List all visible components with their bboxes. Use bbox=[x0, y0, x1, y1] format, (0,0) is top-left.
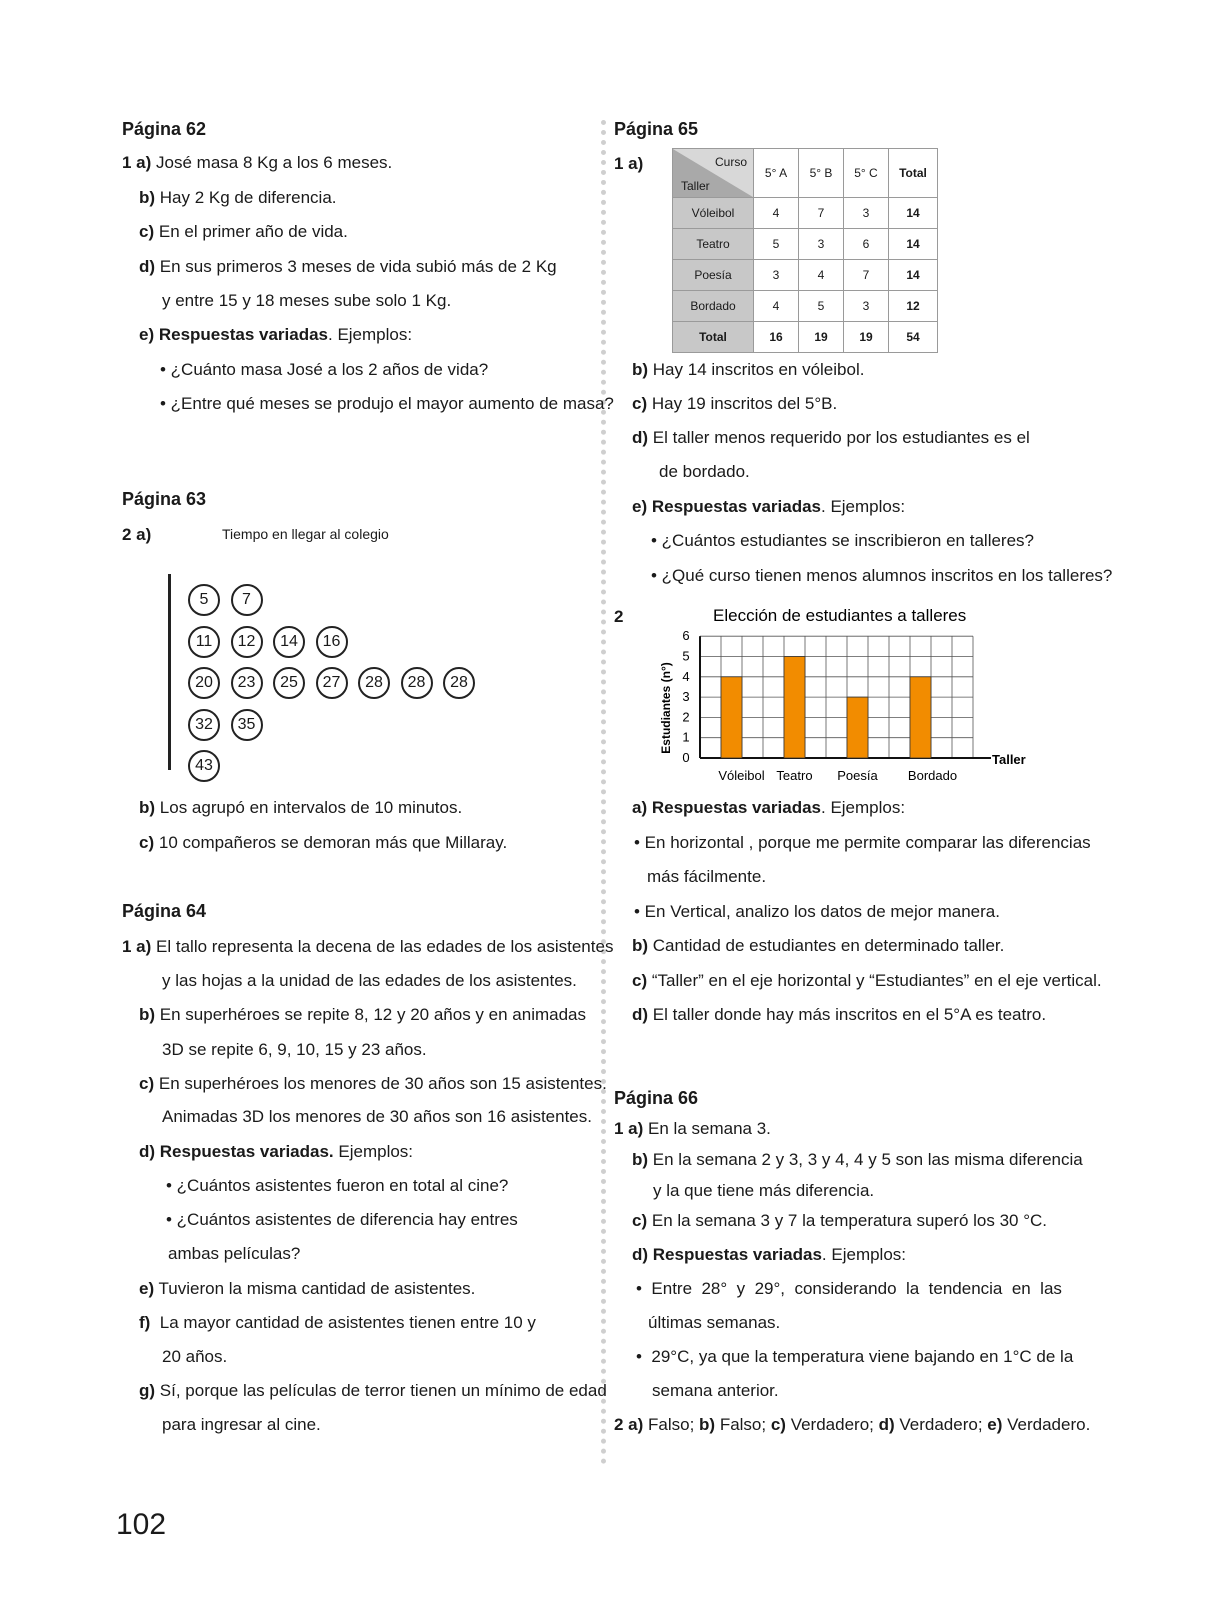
table-cell: 4 bbox=[754, 198, 799, 229]
p65-2a-p2: • En Vertical, analizo los datos de mejor manera. bbox=[634, 902, 1000, 921]
p66-b-cont: y la que tiene más diferencia. bbox=[653, 1181, 875, 1200]
table-cell: 3 bbox=[844, 291, 889, 322]
bar-poesía bbox=[847, 697, 868, 758]
table-cell: 12 bbox=[889, 291, 938, 322]
leaf-circle: 32 bbox=[188, 709, 220, 741]
table-row-header: Total bbox=[673, 322, 754, 353]
p64-g-cont: para ingresar al cine. bbox=[162, 1415, 321, 1434]
heading-pagina-65: Página 65 bbox=[614, 119, 699, 139]
talleres-table bbox=[672, 148, 938, 353]
table-corner-cell bbox=[673, 149, 754, 198]
leaf-circle: 20 bbox=[188, 667, 220, 699]
p63-c: c) 10 compañeros se demoran más que Millaray. bbox=[139, 833, 508, 852]
leaf-circle: 23 bbox=[231, 667, 263, 699]
x-tick-label: Teatro bbox=[776, 768, 813, 783]
leaf-circle: 28 bbox=[358, 667, 390, 699]
p65-d: d) El taller menos requerido por los estudiantes es el bbox=[632, 428, 1030, 447]
p66-c: c) En la semana 3 y 7 la temperatura superó los 30 °C. bbox=[632, 1211, 1048, 1230]
table-cell: 3 bbox=[754, 260, 799, 291]
chart-grid bbox=[700, 636, 991, 758]
chart-x-label: Taller bbox=[992, 752, 1026, 767]
p65-2b: b) Cantidad de estudiantes en determinado taller. bbox=[632, 936, 1005, 955]
leaf-circle: 7 bbox=[231, 584, 263, 616]
table-row bbox=[673, 198, 938, 229]
chart-y-ticks bbox=[682, 628, 689, 765]
table-cell: 14 bbox=[889, 198, 938, 229]
table-cell: 19 bbox=[844, 322, 889, 353]
table-cell: 6 bbox=[844, 229, 889, 260]
corner-curso-label: Curso bbox=[714, 155, 747, 169]
p64-c-cont: Animadas 3D los menores de 30 años son 16 asistentes. bbox=[162, 1107, 592, 1126]
table-row bbox=[673, 291, 938, 322]
p64-a: 1 a) El tallo representa la decena de las edades de los asistentes bbox=[122, 937, 614, 956]
stem-leaf-title: Tiempo en llegar al colegio bbox=[222, 526, 389, 542]
p62-e-q2: • ¿Entre qué meses se produjo el mayor aumento de masa? bbox=[160, 394, 614, 413]
p64-a-cont: y las hojas a la unidad de las edades de los asistentes. bbox=[162, 971, 577, 990]
column-divider bbox=[601, 120, 606, 1465]
p66-d-p1: • Entre 28° y 29°, considerando la tendencia en las bbox=[636, 1279, 1062, 1298]
heading-pagina-64: Página 64 bbox=[122, 901, 207, 921]
p64-g: g) Sí, porque las películas de terror tienen un mínimo de edad bbox=[139, 1381, 607, 1400]
table-row-header: Teatro bbox=[673, 229, 754, 260]
p64-f-cont: 20 años. bbox=[162, 1347, 228, 1366]
leaf-circle: 16 bbox=[316, 626, 348, 658]
bar-teatro bbox=[784, 657, 805, 759]
p65-2a: a) Respuestas variadas. Ejemplos: bbox=[632, 798, 906, 817]
leaf-circle: 14 bbox=[273, 626, 305, 658]
p65-a-label: 1 a) bbox=[614, 154, 644, 173]
p64-d-q1: • ¿Cuántos asistentes fueron en total al cine? bbox=[166, 1176, 509, 1195]
p66-a: 1 a) En la semana 3. bbox=[614, 1119, 771, 1138]
table-col-header: 5° A bbox=[754, 149, 799, 198]
table-cell: 16 bbox=[754, 322, 799, 353]
table-cell: 7 bbox=[799, 198, 844, 229]
table-row-header: Bordado bbox=[673, 291, 754, 322]
p65-e-q2: • ¿Qué curso tienen menos alumnos inscritos en los talleres? bbox=[651, 566, 1113, 585]
table-row-header: Poesía bbox=[673, 260, 754, 291]
p66-2: 2 a) Falso; b) Falso; c) Verdadero; d) Verdadero; e) Verdadero. bbox=[614, 1415, 1091, 1434]
bar-chart bbox=[650, 600, 1050, 800]
table-row bbox=[673, 260, 938, 291]
bar-bordado bbox=[910, 677, 931, 758]
p64-b-cont: 3D se repite 6, 9, 10, 15 y 23 años. bbox=[162, 1040, 427, 1059]
table-cell: 5 bbox=[799, 291, 844, 322]
table-total-row bbox=[673, 322, 938, 353]
p62-e-q1: • ¿Cuánto masa José a los 2 años de vida? bbox=[160, 360, 489, 379]
p65-e: e) Respuestas variadas. Ejemplos: bbox=[632, 497, 906, 516]
table-cell: 5 bbox=[754, 229, 799, 260]
table-cell: 14 bbox=[889, 229, 938, 260]
table-cell: 7 bbox=[844, 260, 889, 291]
leaf-circle: 28 bbox=[443, 667, 475, 699]
y-tick-label: 2 bbox=[682, 709, 690, 725]
p66-b: b) En la semana 2 y 3, 3 y 4, 4 y 5 son las misma diferencia bbox=[632, 1150, 1083, 1169]
p64-d-q2-cont: ambas películas? bbox=[168, 1244, 301, 1263]
p63-a-label: 2 a) bbox=[122, 525, 152, 544]
p65-c: c) Hay 19 inscritos del 5°B. bbox=[632, 394, 838, 413]
x-tick-label: Vóleibol bbox=[718, 768, 765, 783]
p65-2c: c) “Taller” en el eje horizontal y “Estudiantes” en el eje vertical. bbox=[632, 971, 1102, 990]
p65-2d: d) El taller donde hay más inscritos en el 5°A es teatro. bbox=[632, 1005, 1047, 1024]
leaf-circle: 12 bbox=[231, 626, 263, 658]
p62-c: c) En el primer año de vida. bbox=[139, 222, 348, 241]
page-number: 102 bbox=[116, 1508, 167, 1541]
p62-a: 1 a) José masa 8 Kg a los 6 meses. bbox=[122, 153, 393, 172]
y-tick-label: 6 bbox=[682, 628, 690, 644]
p65-2a-p1-cont: más fácilmente. bbox=[647, 867, 767, 886]
p64-f: f) La mayor cantidad de asistentes tienen entre 10 y bbox=[139, 1313, 536, 1332]
leaf-circle: 28 bbox=[401, 667, 433, 699]
p66-d-p2: • 29°C, ya que la temperatura viene bajando en 1°C de la bbox=[636, 1347, 1074, 1366]
table-cell: 54 bbox=[889, 322, 938, 353]
table-row-header: Vóleibol bbox=[673, 198, 754, 229]
x-tick-label: Poesía bbox=[837, 768, 878, 783]
stem-axis bbox=[168, 574, 171, 770]
table-cell: 14 bbox=[889, 260, 938, 291]
leaf-circle: 43 bbox=[188, 750, 220, 782]
p64-c: c) En superhéroes los menores de 30 años son 15 asistentes. bbox=[139, 1074, 607, 1093]
p64-d: d) Respuestas variadas. Ejemplos: bbox=[139, 1142, 414, 1161]
heading-pagina-62: Página 62 bbox=[122, 119, 207, 139]
heading-pagina-63: Página 63 bbox=[122, 489, 207, 509]
table-col-header: 5° B bbox=[799, 149, 844, 198]
p65-2a-p1: • En horizontal , porque me permite comparar las diferencias bbox=[634, 833, 1091, 852]
table-col-header: Total bbox=[889, 149, 938, 198]
y-tick-label: 4 bbox=[682, 668, 690, 684]
table-cell: 3 bbox=[844, 198, 889, 229]
table-row bbox=[673, 229, 938, 260]
p62-e: e) Respuestas variadas. Ejemplos: bbox=[139, 325, 413, 344]
leaf-circle: 35 bbox=[231, 709, 263, 741]
heading-pagina-66: Página 66 bbox=[614, 1088, 699, 1108]
p64-b: b) En superhéroes se repite 8, 12 y 20 años y en animadas bbox=[139, 1005, 586, 1024]
p66-d: d) Respuestas variadas. Ejemplos: bbox=[632, 1245, 907, 1264]
y-tick-label: 1 bbox=[682, 729, 690, 745]
p65-d-cont: de bordado. bbox=[659, 462, 750, 481]
corner-taller-label: Taller bbox=[681, 179, 710, 193]
x-tick-label: Bordado bbox=[907, 768, 958, 783]
table-col-header: 5° C bbox=[844, 149, 889, 198]
p63-b: b) Los agrupó en intervalos de 10 minutos. bbox=[139, 798, 463, 817]
table-cell: 4 bbox=[799, 260, 844, 291]
p65-e-q1: • ¿Cuántos estudiantes se inscribieron en talleres? bbox=[651, 531, 1034, 550]
table-cell: 4 bbox=[754, 291, 799, 322]
chart-y-label: Estudiantes (n°) bbox=[659, 662, 673, 754]
p62-d-cont: y entre 15 y 18 meses sube solo 1 Kg. bbox=[162, 291, 452, 310]
p62-d: d) En sus primeros 3 meses de vida subió más de 2 Kg bbox=[139, 257, 557, 276]
p66-d-p1-cont: últimas semanas. bbox=[648, 1313, 781, 1332]
chart-title: Elección de estudiantes a talleres bbox=[713, 606, 967, 625]
table-cell: 3 bbox=[799, 229, 844, 260]
p62-b: b) Hay 2 Kg de diferencia. bbox=[139, 188, 337, 207]
p66-d-p2-cont: semana anterior. bbox=[652, 1381, 779, 1400]
y-tick-label: 0 bbox=[682, 750, 690, 765]
bar-vóleibol bbox=[721, 677, 742, 758]
p65-b: b) Hay 14 inscritos en vóleibol. bbox=[632, 360, 865, 379]
table-cell: 19 bbox=[799, 322, 844, 353]
leaf-circle: 5 bbox=[188, 584, 220, 616]
p65-2-label: 2 bbox=[614, 607, 624, 626]
chart-x-ticks bbox=[718, 768, 957, 783]
leaf-circle: 25 bbox=[273, 667, 305, 699]
p64-e: e) Tuvieron la misma cantidad de asistentes. bbox=[139, 1279, 476, 1298]
y-tick-label: 5 bbox=[682, 648, 690, 664]
leaf-circle: 27 bbox=[316, 667, 348, 699]
leaf-circle: 11 bbox=[188, 626, 220, 658]
p64-d-q2: • ¿Cuántos asistentes de diferencia hay entres bbox=[166, 1210, 518, 1229]
y-tick-label: 3 bbox=[682, 689, 690, 705]
